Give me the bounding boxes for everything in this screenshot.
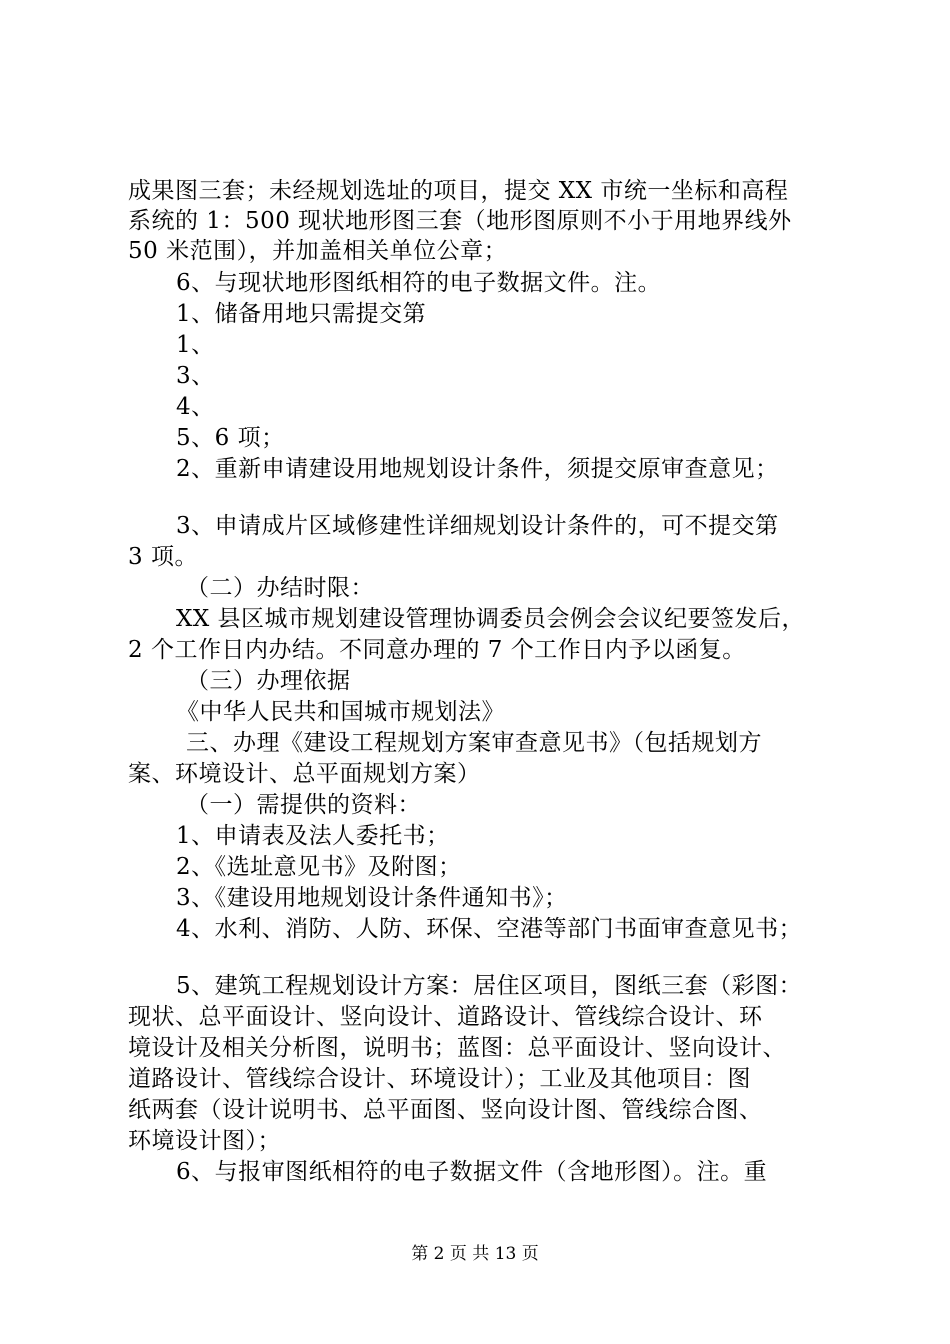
text-line: 1、	[176, 332, 215, 358]
text-line: 2 个工作日内办结。不同意办理的 7 个工作日内予以函复。	[128, 637, 746, 663]
section-heading: （三）办理依据	[186, 668, 351, 694]
text-line: 4、	[176, 394, 215, 420]
list-item: 2、《选址意见书》及附图；	[176, 854, 462, 880]
text-line: 环境设计图）；	[128, 1128, 281, 1154]
text-line: 3 项。	[128, 544, 198, 570]
text-line: 《中华人民共和国城市规划法》	[176, 699, 505, 725]
list-item: 5、建筑工程规划设计方案：居住区项目，图纸三套（彩图：	[176, 973, 803, 999]
text-line: 系统的 1：500 现状地形图三套（地形图原则不小于用地界线外	[128, 208, 792, 234]
section-heading: 三、办理《建设工程规划方案审查意见书》（包括规划方	[186, 730, 762, 756]
text-line: 成果图三套；未经规划选址的项目，提交 XX 市统一坐标和高程	[128, 178, 789, 204]
text-line: 纸两套（设计说明书、总平面图、竖向设计图、管线综合图、	[128, 1097, 763, 1123]
text-line: 案、环境设计、总平面规划方案）	[128, 761, 481, 787]
text-line: 境设计及相关分析图，说明书；蓝图：总平面设计、竖向设计、	[128, 1035, 786, 1061]
text-line: 现状、总平面设计、竖向设计、道路设计、管线综合设计、环	[128, 1004, 763, 1030]
text-line: 道路设计、管线综合设计、环境设计）；工业及其他项目：图	[128, 1066, 751, 1092]
list-item: 4、水利、消防、人防、环保、空港等部门书面审查意见书；	[176, 916, 803, 942]
page-number-footer: 第 2 页 共 13 页	[411, 1244, 539, 1264]
text-line: 1、储备用地只需提交第	[176, 301, 427, 327]
text-line: 2、重新申请建设用地规划设计条件，须提交原审查意见；	[176, 456, 779, 482]
section-heading: （一）需提供的资料：	[186, 792, 421, 818]
text-line: 6、与现状地形图纸相符的电子数据文件。注。	[176, 270, 662, 296]
text-line: 50 米范围），并加盖相关单位公章；	[128, 238, 508, 264]
text-line: 3、申请成片区域修建性详细规划设计条件的，可不提交第	[176, 513, 779, 539]
list-item: 3、《建设用地规划设计条件通知书》；	[176, 885, 568, 911]
list-item: 1、申请表及法人委托书；	[176, 823, 450, 849]
text-line: XX 县区城市规划建设管理协调委员会例会会议纪要签发后，	[176, 606, 806, 632]
list-item: 6、与报审图纸相符的电子数据文件（含地形图）。注。重	[176, 1159, 768, 1185]
text-line: 3、	[176, 363, 215, 389]
text-line: 5、6 项；	[176, 425, 285, 451]
section-heading: （二）办结时限：	[186, 575, 374, 601]
